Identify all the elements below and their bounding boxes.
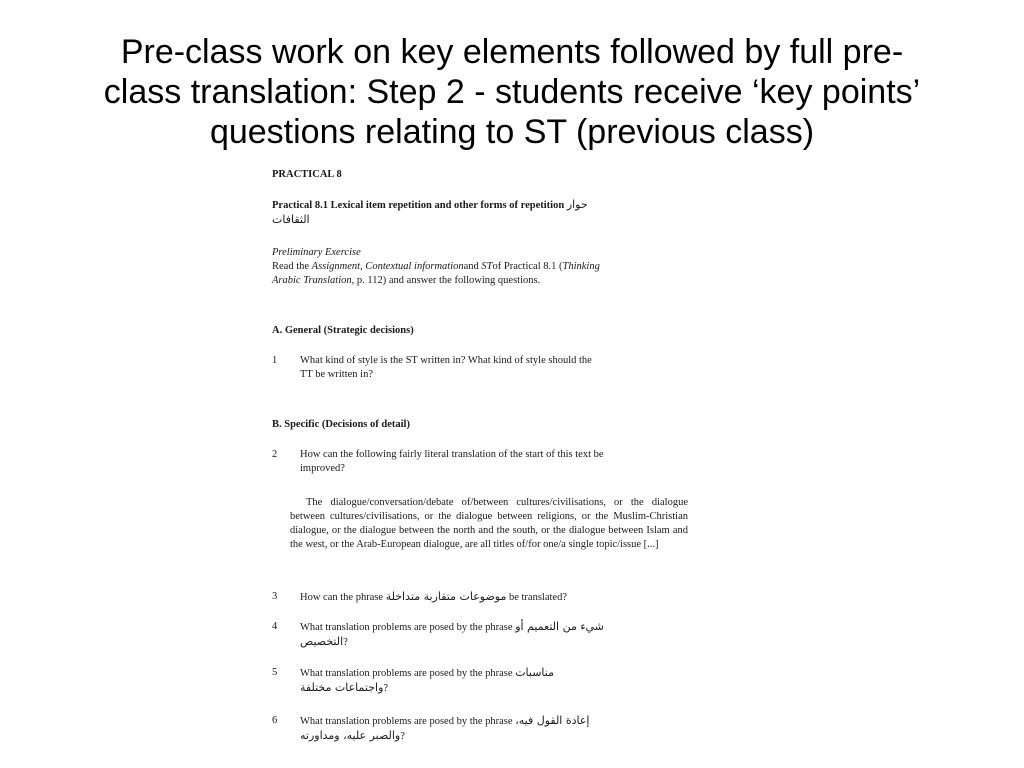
slide-title-line-3: questions relating to ST (previous class) bbox=[209, 113, 815, 151]
question-5-pre: What translation problems are posed by the phrase bbox=[300, 668, 513, 679]
question-number: 3 bbox=[272, 591, 278, 602]
question-3-pre: How can the phrase bbox=[300, 592, 384, 603]
question-number: 1 bbox=[272, 355, 278, 366]
question-6-arabic-1: إعادة القول فيه، bbox=[515, 714, 590, 727]
question-1 bbox=[272, 354, 692, 384]
question-number: 2 bbox=[272, 449, 278, 460]
prelim-tail: , p. 112) and answer the following questions. bbox=[351, 275, 541, 286]
slide-title-line-1: Pre-class work on key elements followed by full pre- bbox=[120, 33, 904, 71]
prelim-and: and bbox=[463, 261, 482, 272]
question-2-line-1: How can the following fairly literal translation of the start of this text be bbox=[300, 449, 604, 460]
question-3-post: be translated? bbox=[508, 592, 567, 603]
prelim-st: ST bbox=[481, 261, 493, 272]
question-6-arabic-2: والصبر عليه، ومداورته bbox=[300, 729, 401, 742]
question-2-line-2: improved? bbox=[300, 463, 345, 474]
section-a-heading: A. General (Strategic decisions) bbox=[272, 325, 414, 336]
question-6-post: ? bbox=[400, 731, 405, 742]
question-5 bbox=[272, 666, 692, 696]
question-1-line-1: What kind of style is the ST written in? What kind of style should the bbox=[300, 355, 592, 366]
question-4-post: ? bbox=[343, 637, 348, 648]
preliminary-instruction-line-2 bbox=[272, 274, 692, 288]
question-3-arabic: موضوعات متقاربة متداخلة bbox=[385, 590, 507, 603]
question-number: 6 bbox=[272, 715, 278, 726]
question-2 bbox=[272, 448, 692, 478]
question-number: 5 bbox=[272, 667, 278, 678]
translation-passage bbox=[290, 496, 688, 552]
preliminary-instruction-line-1 bbox=[272, 260, 692, 274]
section-b-heading: B. Specific (Decisions of detail) bbox=[272, 419, 410, 430]
practical-subheading-text: Practical 8.1 Lexical item repetition and other forms of repetition bbox=[272, 200, 565, 211]
translation-passage-text: The dialogue/conversation/debate of/between cultures/civilisations, or the dialogue between cultures/civilisations, or the dialogue between religions, or the Muslim-Christian dialogue, or the dialogue between the north and the south, or the dialogue between Islam and the west, or the Arab-European dialogue, are all titles of/for one/a single topic/issue [...] bbox=[290, 497, 688, 550]
question-4-arabic-1: شيء من التعميم أو bbox=[515, 620, 604, 633]
prelim-of: of Practical 8.1 ( bbox=[492, 261, 563, 272]
prelim-read: Read the bbox=[272, 261, 312, 272]
slide-title bbox=[40, 32, 984, 152]
prelim-arabic-translation: Arabic Translation bbox=[272, 275, 352, 286]
question-4-pre: What translation problems are posed by the phrase bbox=[300, 622, 513, 633]
question-5-post: ? bbox=[383, 683, 389, 694]
practical-subheading-arabic-1: حوار bbox=[566, 198, 588, 211]
question-6 bbox=[272, 714, 692, 744]
preliminary-label: Preliminary Exercise bbox=[272, 247, 361, 258]
practical-subheading bbox=[272, 198, 692, 228]
question-4 bbox=[272, 620, 692, 650]
prelim-comma: , bbox=[360, 261, 366, 272]
question-1-line-2: TT be written in? bbox=[300, 369, 373, 380]
preliminary-exercise bbox=[272, 246, 692, 288]
question-6-pre: What translation problems are posed by the phrase bbox=[300, 716, 513, 727]
question-5-arabic-1: مناسبات bbox=[515, 666, 554, 679]
prelim-thinking: Thinking bbox=[562, 261, 600, 272]
prelim-contextual: Contextual information bbox=[365, 261, 464, 272]
question-4-arabic-2: التخصيص bbox=[300, 635, 344, 648]
question-3 bbox=[272, 590, 692, 606]
prelim-assignment: Assignment bbox=[311, 261, 361, 272]
practical-subheading-arabic-2: الثقافات bbox=[272, 213, 310, 226]
question-5-arabic-2: واجتماعات مختلفة bbox=[300, 681, 384, 694]
slide-title-line-2: class translation: Step 2 - students receive ‘key points’ bbox=[103, 73, 921, 111]
question-number: 4 bbox=[272, 621, 278, 632]
practical-heading: PRACTICAL 8 bbox=[272, 169, 342, 180]
